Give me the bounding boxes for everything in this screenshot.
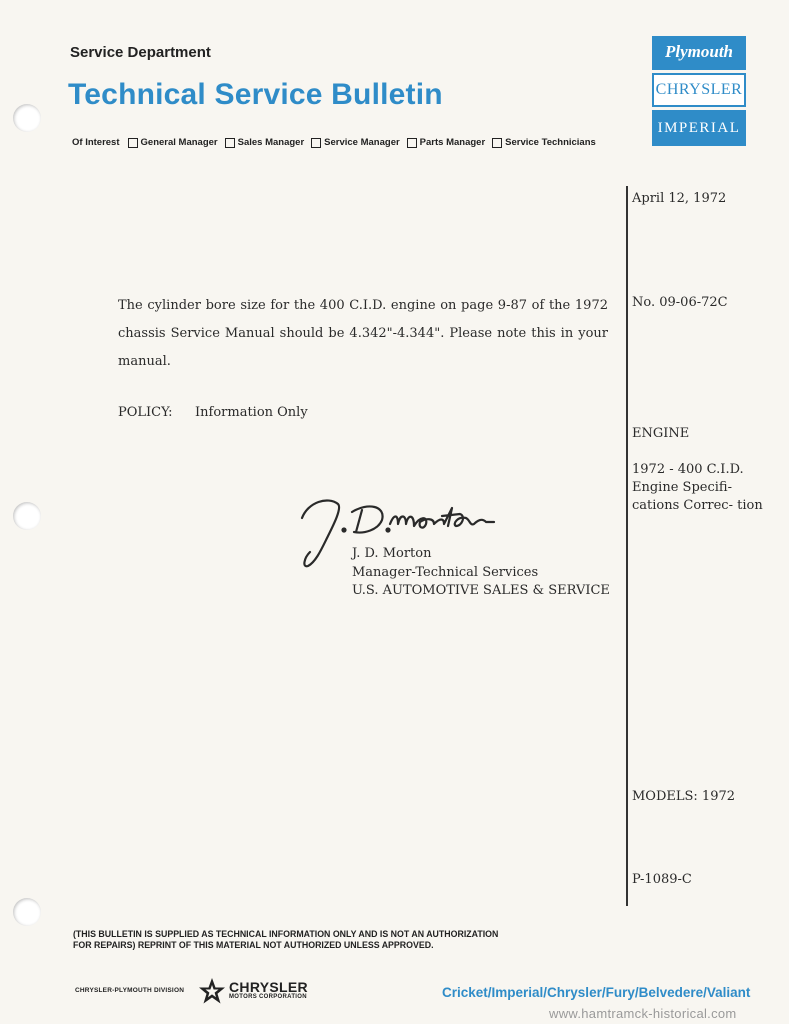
checkbox-icon xyxy=(128,138,138,148)
checkbox-service-technicians: Service Technicians xyxy=(492,137,596,148)
chrysler-logo: CHRYSLER xyxy=(652,73,746,107)
checkbox-icon xyxy=(311,138,321,148)
system-category: ENGINE xyxy=(632,426,690,441)
signer-organization: U.S. AUTOMOTIVE SALES & SERVICE xyxy=(352,583,610,598)
imperial-logo: IMPERIAL xyxy=(652,110,746,146)
binder-hole-middle xyxy=(13,502,41,530)
bulletin-date: April 12, 1972 xyxy=(632,191,727,206)
corp-subtitle: MOTORS CORPORATION xyxy=(229,994,307,1000)
binder-hole-top xyxy=(13,104,41,132)
disclaimer-text: (THIS BULLETIN IS SUPPLIED AS TECHNICAL INFORMATION ONLY AND IS NOT AN AUTHORIZATION FOR REPAIRS) REPRINT OF THIS MATERIAL NOT AUTHORIZED UNLESS APPROVED. xyxy=(73,929,499,950)
bulletin-body-text: The cylinder bore size for the 400 C.I.D. engine on page 9-87 of the 1972 chassis Service Manual should be 4.342"-4.344". Please note this in your manual. xyxy=(118,298,608,369)
checkbox-icon xyxy=(225,138,235,148)
binder-hole-bottom xyxy=(13,898,41,926)
division-label: CHRYSLER-PLYMOUTH DIVISION xyxy=(75,987,185,994)
watermark-url: www.hamtramck-historical.com xyxy=(549,1006,737,1021)
policy-line xyxy=(118,405,308,420)
signer-name: J. D. Morton xyxy=(352,546,432,561)
bulletin-subject: 1972 - 400 C.I.D. Engine Specifi- cations Correc- tion xyxy=(632,462,763,513)
models-label: MODELS: 1972 xyxy=(632,789,736,804)
brand-logo xyxy=(652,36,746,146)
of-interest-label: Of Interest xyxy=(72,137,120,148)
checkbox-general-manager: General Manager xyxy=(128,137,218,148)
corp-name: CHRYSLER xyxy=(229,979,308,995)
publication-number: P-1089-C xyxy=(632,872,692,887)
chrysler-corporation-logo xyxy=(229,980,308,1001)
signer-title: Manager-Technical Services xyxy=(352,564,539,580)
checkbox-icon xyxy=(492,138,502,148)
policy-label: POLICY: xyxy=(118,405,173,420)
policy-value: Information Only xyxy=(195,405,308,420)
plymouth-logo: Plymouth xyxy=(652,36,746,70)
signature-block xyxy=(352,545,610,601)
department-label: Service Department xyxy=(70,44,211,61)
checkbox-icon xyxy=(407,138,417,148)
of-interest-row xyxy=(72,137,603,148)
column-divider xyxy=(626,186,628,906)
checkbox-sales-manager: Sales Manager xyxy=(225,137,305,148)
bulletin-number: No. 09-06-72C xyxy=(632,295,728,310)
brand-list: Cricket/Imperial/Chrysler/Fury/Belvedere/Valiant xyxy=(442,985,751,1000)
checkbox-service-manager: Service Manager xyxy=(311,137,400,148)
bulletin-title: Technical Service Bulletin xyxy=(68,78,443,111)
checkbox-parts-manager: Parts Manager xyxy=(407,137,485,148)
pentastar-icon xyxy=(198,977,226,1005)
